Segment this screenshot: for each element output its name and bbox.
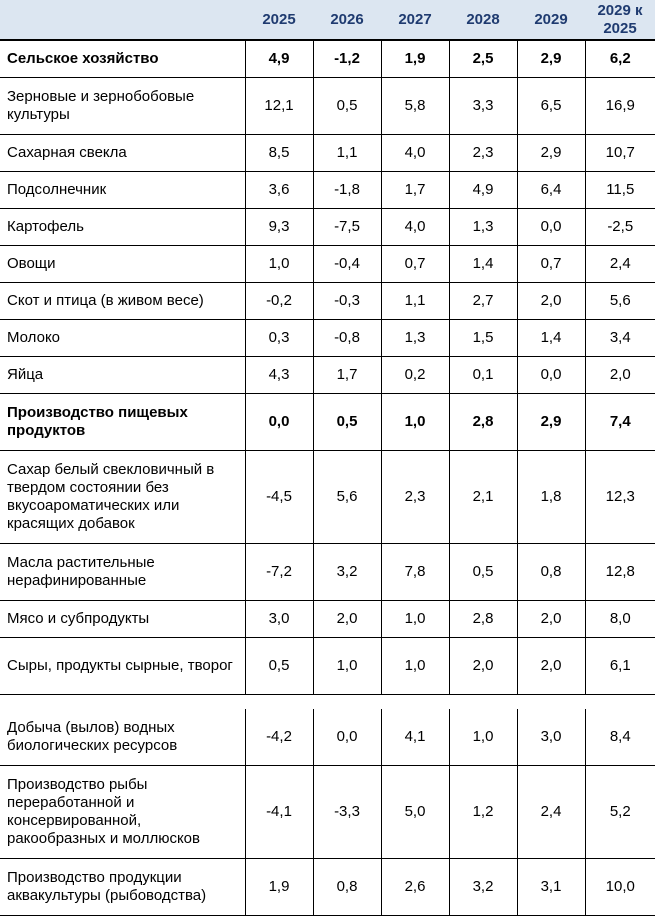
value-cell: 2,9 xyxy=(517,135,585,172)
value-cell: 11,5 xyxy=(585,172,655,209)
value-cell: -0,4 xyxy=(313,246,381,283)
table-row xyxy=(0,766,655,859)
section-gap-cell xyxy=(0,695,655,710)
row-label: Скот и птица (в живом весе) xyxy=(0,283,245,320)
header-row xyxy=(0,0,655,40)
value-cell: -7,5 xyxy=(313,209,381,246)
value-cell: 1,3 xyxy=(449,209,517,246)
value-cell: 0,5 xyxy=(313,78,381,135)
value-cell: -4,5 xyxy=(245,451,313,544)
value-cell: 12,3 xyxy=(585,451,655,544)
value-cell: 3,2 xyxy=(313,544,381,601)
value-cell: 8,5 xyxy=(245,135,313,172)
value-cell: 2,8 xyxy=(449,394,517,451)
header-year-2025: 2025 xyxy=(245,0,313,40)
value-cell: 1,0 xyxy=(449,709,517,766)
value-cell: 3,6 xyxy=(245,172,313,209)
header-year-2027: 2027 xyxy=(381,0,449,40)
value-cell: 2,8 xyxy=(449,601,517,638)
value-cell: 4,3 xyxy=(245,357,313,394)
value-cell: 0,7 xyxy=(381,246,449,283)
value-cell: 1,7 xyxy=(381,172,449,209)
row-label: Сыры, продукты сырные, творог xyxy=(0,638,245,695)
value-cell: 2,3 xyxy=(449,135,517,172)
value-cell: 2,0 xyxy=(449,638,517,695)
row-label: Овощи xyxy=(0,246,245,283)
value-cell: 1,2 xyxy=(449,766,517,859)
value-cell: 16,9 xyxy=(585,78,655,135)
value-cell: 0,5 xyxy=(449,544,517,601)
value-cell: 2,9 xyxy=(517,394,585,451)
value-cell: 10,7 xyxy=(585,135,655,172)
value-cell: -4,2 xyxy=(245,709,313,766)
table-row xyxy=(0,172,655,209)
value-cell: -1,8 xyxy=(313,172,381,209)
value-cell: 2,3 xyxy=(381,451,449,544)
table-row xyxy=(0,544,655,601)
value-cell: 1,4 xyxy=(449,246,517,283)
value-cell: 0,0 xyxy=(517,209,585,246)
value-cell: 2,0 xyxy=(585,357,655,394)
value-cell: 2,4 xyxy=(517,766,585,859)
value-cell: 2,0 xyxy=(517,601,585,638)
header-year-2028: 2028 xyxy=(449,0,517,40)
table-row xyxy=(0,209,655,246)
value-cell: 3,0 xyxy=(517,709,585,766)
row-label: Производство продукции аквакультуры (рыбоводства) xyxy=(0,859,245,916)
value-cell: 2,4 xyxy=(585,246,655,283)
value-cell: 0,0 xyxy=(517,357,585,394)
value-cell: 2,6 xyxy=(381,859,449,916)
row-label: Добыча (вылов) водных биологических ресурсов xyxy=(0,709,245,766)
value-cell: 6,2 xyxy=(585,40,655,78)
value-cell: 2,5 xyxy=(449,40,517,78)
table-row xyxy=(0,709,655,766)
row-label: Мясо и субпродукты xyxy=(0,601,245,638)
row-label: Производство рыбы переработанной и консервированной, ракообразных и моллюсков xyxy=(0,766,245,859)
value-cell: 0,8 xyxy=(517,544,585,601)
value-cell: 3,3 xyxy=(449,78,517,135)
value-cell: 8,0 xyxy=(585,601,655,638)
value-cell: 1,3 xyxy=(381,320,449,357)
value-cell: -3,3 xyxy=(313,766,381,859)
header-label-cell xyxy=(0,0,245,40)
value-cell: 0,8 xyxy=(313,859,381,916)
row-label: Масла растительные нерафинированные xyxy=(0,544,245,601)
row-label: Яйца xyxy=(0,357,245,394)
value-cell: 0,5 xyxy=(245,638,313,695)
value-cell: 1,5 xyxy=(449,320,517,357)
value-cell: 2,7 xyxy=(449,283,517,320)
row-label: Сельское хозяйство xyxy=(0,40,245,78)
value-cell: 7,8 xyxy=(381,544,449,601)
value-cell: 5,0 xyxy=(381,766,449,859)
value-cell: 2,9 xyxy=(517,40,585,78)
value-cell: 4,9 xyxy=(245,40,313,78)
table-row xyxy=(0,283,655,320)
row-label: Сахар белый свекловичный в твердом состоянии без вкусоароматических или красящих добавок xyxy=(0,451,245,544)
value-cell: 1,9 xyxy=(381,40,449,78)
value-cell: 4,0 xyxy=(381,209,449,246)
row-label: Молоко xyxy=(0,320,245,357)
value-cell: 1,0 xyxy=(381,638,449,695)
value-cell: 0,2 xyxy=(381,357,449,394)
value-cell: 1,7 xyxy=(313,357,381,394)
table-row xyxy=(0,859,655,916)
value-cell: 0,0 xyxy=(313,709,381,766)
value-cell: 4,9 xyxy=(449,172,517,209)
table-row xyxy=(0,394,655,451)
value-cell: 12,8 xyxy=(585,544,655,601)
value-cell: 1,0 xyxy=(245,246,313,283)
row-label: Производство пищевых продуктов xyxy=(0,394,245,451)
value-cell: 3,4 xyxy=(585,320,655,357)
value-cell: 2,0 xyxy=(313,601,381,638)
value-cell: -0,8 xyxy=(313,320,381,357)
value-cell: 3,1 xyxy=(517,859,585,916)
value-cell: -7,2 xyxy=(245,544,313,601)
value-cell: 1,4 xyxy=(517,320,585,357)
value-cell: -2,5 xyxy=(585,209,655,246)
value-cell: 0,7 xyxy=(517,246,585,283)
value-cell: 6,5 xyxy=(517,78,585,135)
value-cell: 0,0 xyxy=(245,394,313,451)
value-cell: 2,1 xyxy=(449,451,517,544)
value-cell: 2,0 xyxy=(517,638,585,695)
table-row xyxy=(0,638,655,695)
value-cell: -1,2 xyxy=(313,40,381,78)
value-cell: 10,0 xyxy=(585,859,655,916)
table-row xyxy=(0,357,655,394)
table-body xyxy=(0,40,655,916)
value-cell: 0,1 xyxy=(449,357,517,394)
header-year-2029: 2029 xyxy=(517,0,585,40)
value-cell: 2,0 xyxy=(517,283,585,320)
value-cell: 3,0 xyxy=(245,601,313,638)
value-cell: 1,0 xyxy=(381,394,449,451)
value-cell: 6,1 xyxy=(585,638,655,695)
value-cell: 1,0 xyxy=(313,638,381,695)
value-cell: 5,2 xyxy=(585,766,655,859)
row-label: Зерновые и зернобобовые культуры xyxy=(0,78,245,135)
row-label: Сахарная свекла xyxy=(0,135,245,172)
value-cell: 1,8 xyxy=(517,451,585,544)
value-cell: 3,2 xyxy=(449,859,517,916)
value-cell: 5,6 xyxy=(585,283,655,320)
value-cell: -0,2 xyxy=(245,283,313,320)
table-row xyxy=(0,320,655,357)
value-cell: 5,8 xyxy=(381,78,449,135)
section-gap xyxy=(0,695,655,710)
value-cell: 8,4 xyxy=(585,709,655,766)
value-cell: 1,1 xyxy=(313,135,381,172)
value-cell: 7,4 xyxy=(585,394,655,451)
value-cell: 6,4 xyxy=(517,172,585,209)
value-cell: 9,3 xyxy=(245,209,313,246)
value-cell: 1,1 xyxy=(381,283,449,320)
value-cell: 0,3 xyxy=(245,320,313,357)
value-cell: 1,0 xyxy=(381,601,449,638)
value-cell: 1,9 xyxy=(245,859,313,916)
value-cell: 0,5 xyxy=(313,394,381,451)
table-row xyxy=(0,78,655,135)
value-cell: -0,3 xyxy=(313,283,381,320)
header-2029-vs-2025: 2029 к 2025 xyxy=(585,0,655,40)
table-row xyxy=(0,135,655,172)
table-row xyxy=(0,601,655,638)
table-row xyxy=(0,451,655,544)
value-cell: 4,0 xyxy=(381,135,449,172)
value-cell: 12,1 xyxy=(245,78,313,135)
row-label: Картофель xyxy=(0,209,245,246)
table-row xyxy=(0,40,655,78)
table-row xyxy=(0,246,655,283)
value-cell: 4,1 xyxy=(381,709,449,766)
value-cell: -4,1 xyxy=(245,766,313,859)
header-year-2026: 2026 xyxy=(313,0,381,40)
row-label: Подсолнечник xyxy=(0,172,245,209)
value-cell: 5,6 xyxy=(313,451,381,544)
